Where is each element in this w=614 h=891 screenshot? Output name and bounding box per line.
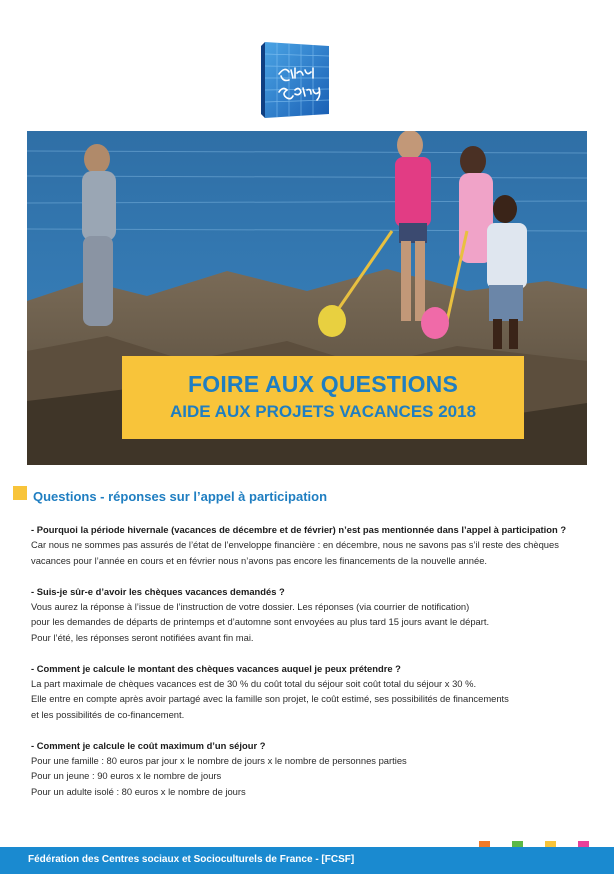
section-bullet-square <box>13 486 27 500</box>
faq-answer-line: Pour une famille : 80 euros par jour x le nombre de jours x le nombre de personnes parties <box>31 755 407 767</box>
faq-item <box>31 584 591 646</box>
faq-answer <box>31 753 591 799</box>
banner-title: FOIRE AUX QUESTIONS <box>187 371 459 397</box>
faq-answer-line: Elle entre en compte après avoir partagé avec la famille son projet, le coût estimé, ses possibilités de financements <box>31 693 509 705</box>
faq-answer-line: Vous aurez la réponse à l’issue de l’instruction de votre dossier. Les réponses (via courrier de notification) <box>31 601 470 613</box>
faq-question: - Comment je calcule le montant des chèques vacances auquel je peux prétendre ? <box>31 662 401 674</box>
centres-sociaux-logo <box>259 40 339 120</box>
faq-item <box>31 738 591 800</box>
faq-answer-line: Car nous ne sommes pas assurés de l’état de l’enveloppe financière : en décembre, nous ne savons pas s’il reste des chèques <box>31 539 559 551</box>
title-banner <box>122 356 524 439</box>
faq-answer-line: pour les demandes de départs de printemps et d’automne sont envoyées au plus tard 15 jours avant le départ. <box>31 616 490 628</box>
faq-question: - Comment je calcule le coût maximum d’un séjour ? <box>31 739 266 751</box>
section-title: Questions - réponses sur l’appel à participation <box>33 489 328 504</box>
faq-answer-line: La part maximale de chèques vacances est de 30 % du coût total du séjour soit coût total du séjour x 30 %. <box>31 678 477 690</box>
faq-answer-line: vacances pour l’année en cours et en février nous n’avons pas encore les financements de la nouvelle année. <box>31 554 488 566</box>
faq-question: - Pourquoi la période hivernale (vacances de décembre et de février) n’est pas mentionnée dans l’appel à participation ? <box>31 524 567 535</box>
footer-text: Fédération des Centres sociaux et Socioculturels de France - [FCSF] <box>28 854 355 865</box>
faq-answer-line: Pour un adulte isolé : 80 euros x le nombre de jours <box>31 785 246 797</box>
faq-answer-line: Pour l’été, les réponses seront notifiées avant fin mai. <box>31 631 254 643</box>
faq-answer <box>31 599 591 645</box>
faq-answer <box>31 676 591 722</box>
faq-answer-line: Pour un jeune : 90 euros x le nombre de jours <box>31 770 222 782</box>
banner-subtitle: AIDE AUX PROJETS VACANCES 2018 <box>169 402 477 421</box>
faq-answer <box>31 537 591 568</box>
faq-list <box>31 522 591 815</box>
faq-item <box>31 522 591 568</box>
faq-item <box>31 661 591 723</box>
faq-question: - Suis-je sûr-e d’avoir les chèques vacances demandés ? <box>31 585 285 597</box>
footer-bar <box>0 847 614 874</box>
faq-answer-line: et les possibilités de co-financement. <box>31 708 185 720</box>
